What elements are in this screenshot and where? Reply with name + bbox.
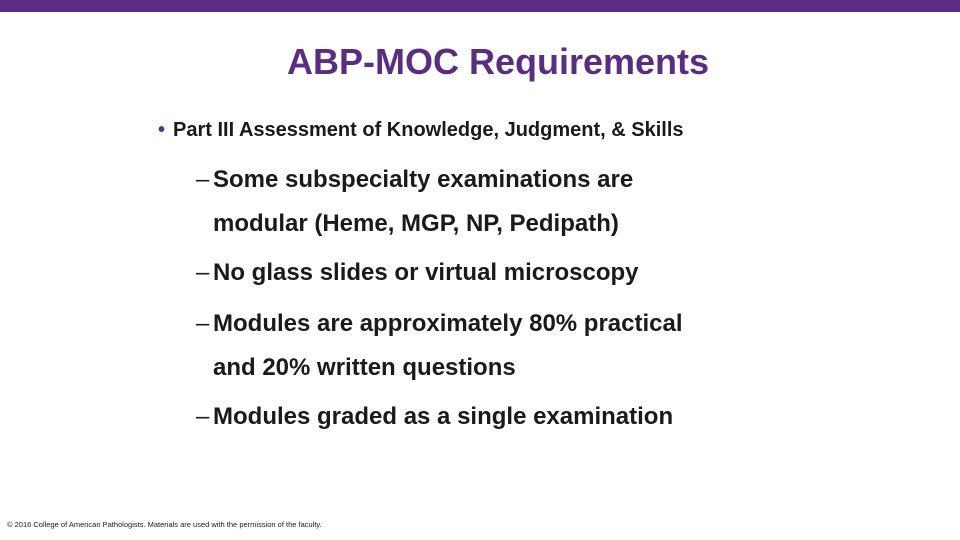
sub-item-practical-written [196, 302, 683, 390]
sub-item-text: No glass slides or virtual microscopy [213, 259, 639, 286]
sub-item-modular [196, 158, 633, 246]
bullet-text: Part III Assessment of Knowledge, Judgment, & Skills [173, 119, 684, 141]
dash-marker: – [196, 403, 210, 430]
sub-item-text: Some subspecialty examinations are [213, 166, 634, 193]
sub-item-text-continued: modular (Heme, MGP, NP, Pedipath) [213, 210, 619, 237]
slide-title: ABP-MOC Requirements [286, 41, 710, 82]
sub-item-no-glass [196, 251, 638, 295]
sub-item-text-continued: and 20% written questions [213, 354, 516, 381]
sub-item-text: Modules are approximately 80% practical [213, 310, 683, 337]
dash-marker: – [196, 259, 210, 286]
dash-marker: – [196, 166, 210, 193]
bullet-marker: • [158, 119, 166, 141]
copyright-footer: © 2016 College of American Pathologists. Materials are used with the permission of the faculty. [7, 520, 322, 529]
bullet-part-iii [158, 117, 684, 143]
sub-item-graded-single [196, 395, 673, 439]
sub-item-text: Modules graded as a single examination [213, 403, 674, 430]
dash-marker: – [196, 310, 210, 337]
top-accent-bar [0, 0, 960, 12]
